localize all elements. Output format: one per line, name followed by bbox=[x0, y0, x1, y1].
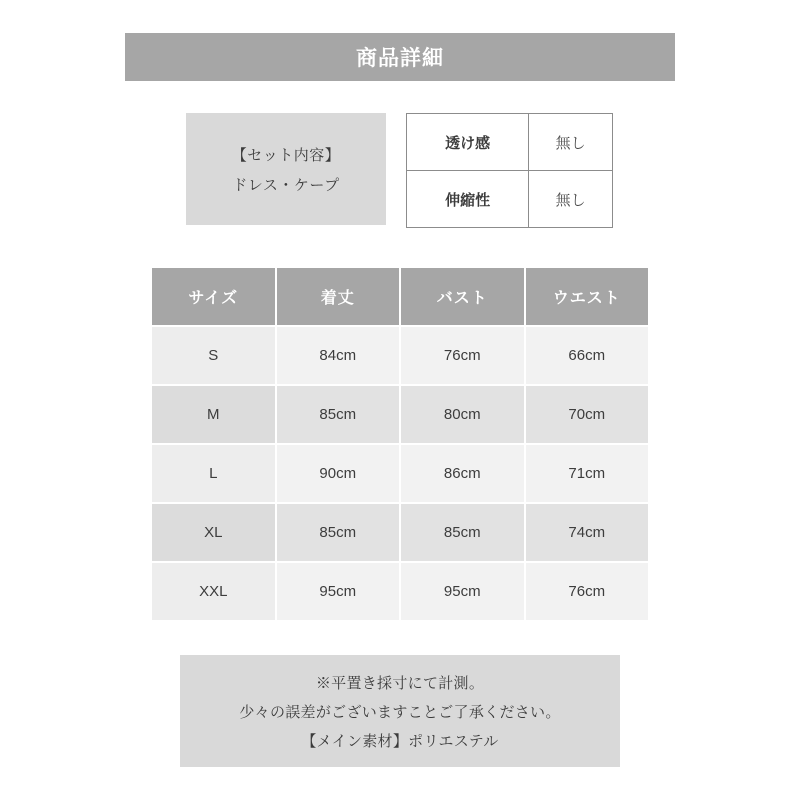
cell-bust: 76cm bbox=[401, 327, 524, 384]
cell-bust: 85cm bbox=[401, 504, 524, 561]
page-title-banner bbox=[125, 33, 675, 81]
set-contents-heading: 【セット内容】 bbox=[231, 146, 341, 164]
note-line-measurement: ※平置き採寸にて計測。 bbox=[315, 674, 485, 692]
table-header-row bbox=[152, 268, 648, 325]
cell-size: XL bbox=[152, 504, 275, 561]
property-label-stretch: 伸縮性 bbox=[407, 171, 529, 228]
table-row bbox=[407, 171, 613, 228]
set-contents-value: ドレス・ケープ bbox=[232, 176, 340, 194]
cell-length: 95cm bbox=[277, 563, 400, 620]
table-row bbox=[152, 386, 648, 443]
column-header-bust: バスト bbox=[401, 268, 524, 325]
property-value-sheerness: 無し bbox=[529, 114, 613, 171]
cell-waist: 74cm bbox=[526, 504, 649, 561]
note-line-material: 【メイン素材】ポリエステル bbox=[301, 732, 499, 750]
property-value-stretch: 無し bbox=[529, 171, 613, 228]
page-title: 商品詳細 bbox=[356, 47, 444, 70]
measurement-note-box bbox=[180, 655, 620, 767]
cell-length: 90cm bbox=[277, 445, 400, 502]
table-row bbox=[407, 114, 613, 171]
cell-waist: 66cm bbox=[526, 327, 649, 384]
table-row bbox=[152, 445, 648, 502]
cell-length: 85cm bbox=[277, 386, 400, 443]
cell-bust: 80cm bbox=[401, 386, 524, 443]
note-line-tolerance: 少々の誤差がございますことご了承ください。 bbox=[239, 703, 561, 721]
column-header-length: 着丈 bbox=[277, 268, 400, 325]
table-row bbox=[152, 327, 648, 384]
property-label-sheerness: 透け感 bbox=[407, 114, 529, 171]
size-chart-table bbox=[150, 266, 650, 622]
cell-waist: 70cm bbox=[526, 386, 649, 443]
column-header-size: サイズ bbox=[152, 268, 275, 325]
cell-size: XXL bbox=[152, 563, 275, 620]
cell-size: S bbox=[152, 327, 275, 384]
cell-waist: 71cm bbox=[526, 445, 649, 502]
table-row bbox=[152, 504, 648, 561]
cell-length: 84cm bbox=[277, 327, 400, 384]
table-row bbox=[152, 563, 648, 620]
cell-waist: 76cm bbox=[526, 563, 649, 620]
cell-size: M bbox=[152, 386, 275, 443]
cell-bust: 95cm bbox=[401, 563, 524, 620]
cell-size: L bbox=[152, 445, 275, 502]
properties-table bbox=[406, 113, 613, 228]
cell-bust: 86cm bbox=[401, 445, 524, 502]
set-contents-box bbox=[186, 113, 386, 225]
column-header-waist: ウエスト bbox=[526, 268, 649, 325]
cell-length: 85cm bbox=[277, 504, 400, 561]
